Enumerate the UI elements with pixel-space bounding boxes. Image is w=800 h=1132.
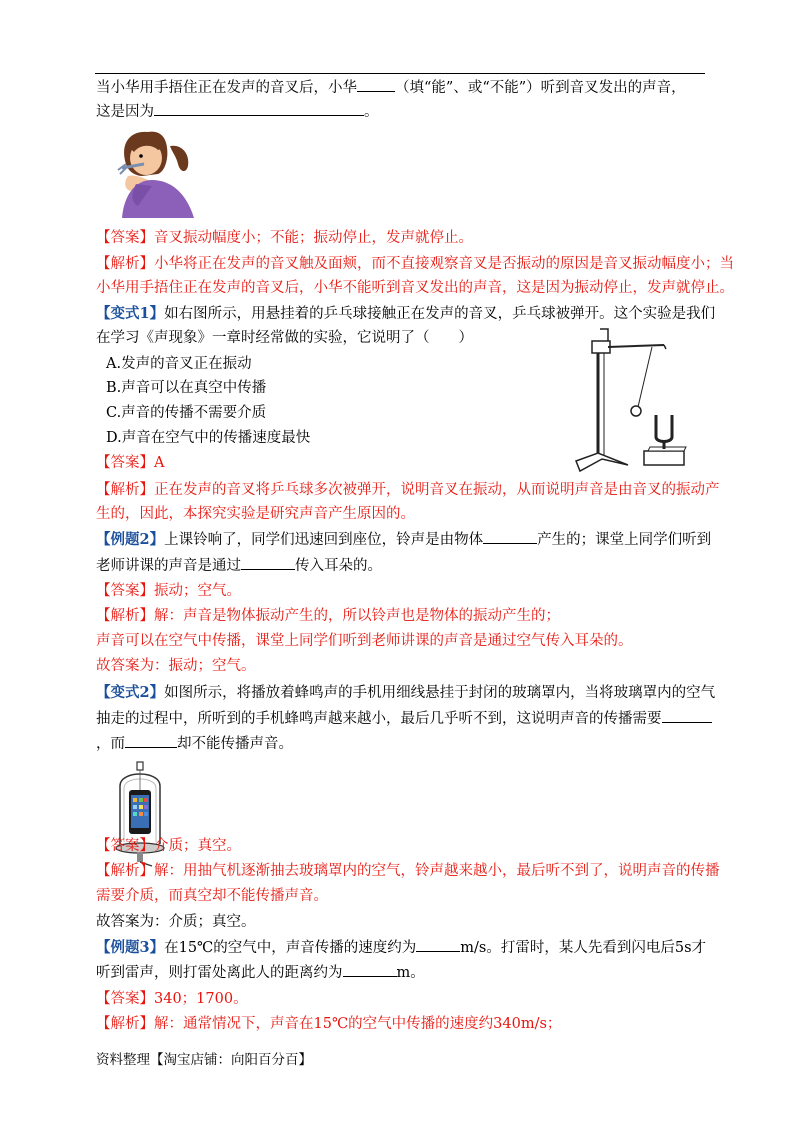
ex2-analysis-line2: 声音可以在空气中传播，课堂上同学们听到老师讲课的声音是通过空气传入耳朵的。 (96, 633, 633, 649)
v2-final-answer: 故答案为：介质；真空。 (96, 914, 256, 930)
ex2-analysis-line1: 【解析】解：声音是物体振动产生的，所以铃声也是物体的振动产生的； (96, 608, 560, 624)
ex2-line2: 老师讲课的声音是通过 传入耳朵的。 (96, 555, 708, 577)
a1-analysis-line1: 【解析】小华将正在发声的音叉触及面颊，而不直接观察音叉是否振动的原因是音叉振动幅度小；当 (96, 256, 734, 272)
v2-line1: 【变式2】如图所示，将播放着蜂鸣声的手机用细线悬挂于封闭的玻璃罩内，当将玻璃罩内的空气 (96, 684, 716, 701)
v2-analysis-line2: 需要介质，而真空却不能传播声音。 (96, 888, 328, 904)
blank (241, 555, 295, 570)
ex2-line1: 【例题2】上课铃响了，同学们迅速回到座位，铃声是由物体 产生的；课堂上同学们听到 (96, 531, 712, 548)
ex2-final-answer: 故答案为：振动；空气。 (96, 658, 256, 674)
ex3-line2: 听到雷声，则打雷处离此人的距离约为 m。 (96, 962, 708, 984)
header-rule (95, 73, 705, 74)
v2-line3: ，而 却不能传播声音。 (96, 733, 708, 755)
v1-line2: 在学习《声现象》一章时经常做的实验，它说明了（ ） (96, 330, 473, 346)
ex3-analysis-line1: 【解析】解：通常情况下，声音在15℃的空气中传播的速度约340m/s； (96, 1016, 562, 1032)
q1-line2: 这是因为 。 (96, 101, 708, 123)
blank (416, 937, 460, 952)
blank (662, 708, 712, 723)
v1-option-b: B.声音可以在真空中传播 (106, 380, 267, 396)
v1-option-c: C.声音的传播不需要介质 (106, 405, 267, 421)
v2-line2: 抽走的过程中，所听到的手机蜂鸣声越来越小，最后几乎听不到，这说明声音的传播需要 (96, 708, 708, 730)
ex2-answer: 【答案】振动；空气。 (96, 583, 241, 599)
q1-line1: 当小华用手捂住正在发声的音叉后，小华 （填“能”、或“不能”）听到音叉发出的声音， (96, 77, 708, 99)
ex3-line1: 【例题3】在15℃的空气中，声音传播的速度约为 m/s。打雷时，某人先看到闪电后5s才 (96, 939, 707, 956)
page-footer: 资料整理【淘宝店铺：向阳百分百】 (96, 1052, 312, 1068)
a1-analysis-line2: 小华用手捂住正在发声的音叉后，小华不能听到音叉发出的声音，这是因为振动停止，发声就停止。 (96, 280, 734, 296)
blank (154, 101, 364, 116)
v2-answer: 【答案】介质；真空。 (96, 838, 241, 854)
blank (343, 962, 397, 977)
blank (357, 77, 395, 92)
v1-analysis-line2: 生的，因此，本探究实验是研究声音产生原因的。 (96, 506, 415, 522)
blank (483, 529, 537, 544)
v1-option-d: D.声音在空气中的传播速度最快 (106, 430, 311, 446)
v1-analysis-line1: 【解析】正在发声的音叉将乒乓球多次被弹开，说明音叉在振动，从而说明声音是由音叉的振动产 (96, 482, 720, 498)
v2-analysis-line1: 【解析】解：用抽气机逐渐抽去玻璃罩内的空气，铃声越来越小，最后听不到了，说明声音的传播 (96, 863, 720, 879)
blank (125, 733, 177, 748)
a1-answer: 【答案】音叉振动幅度小；不能；振动停止，发声就停止。 (96, 230, 473, 246)
v1-line1: 【变式1】如右图所示，用悬挂着的乒乓球接触正在发声的音叉，乒乓球被弹开。这个实验是我们 (96, 305, 716, 322)
girl-figure (108, 124, 203, 219)
ex3-answer: 【答案】340；1700。 (96, 991, 248, 1007)
v1-option-a: A.发声的音叉正在振动 (106, 356, 252, 372)
v1-answer: 【答案】A (96, 455, 165, 471)
